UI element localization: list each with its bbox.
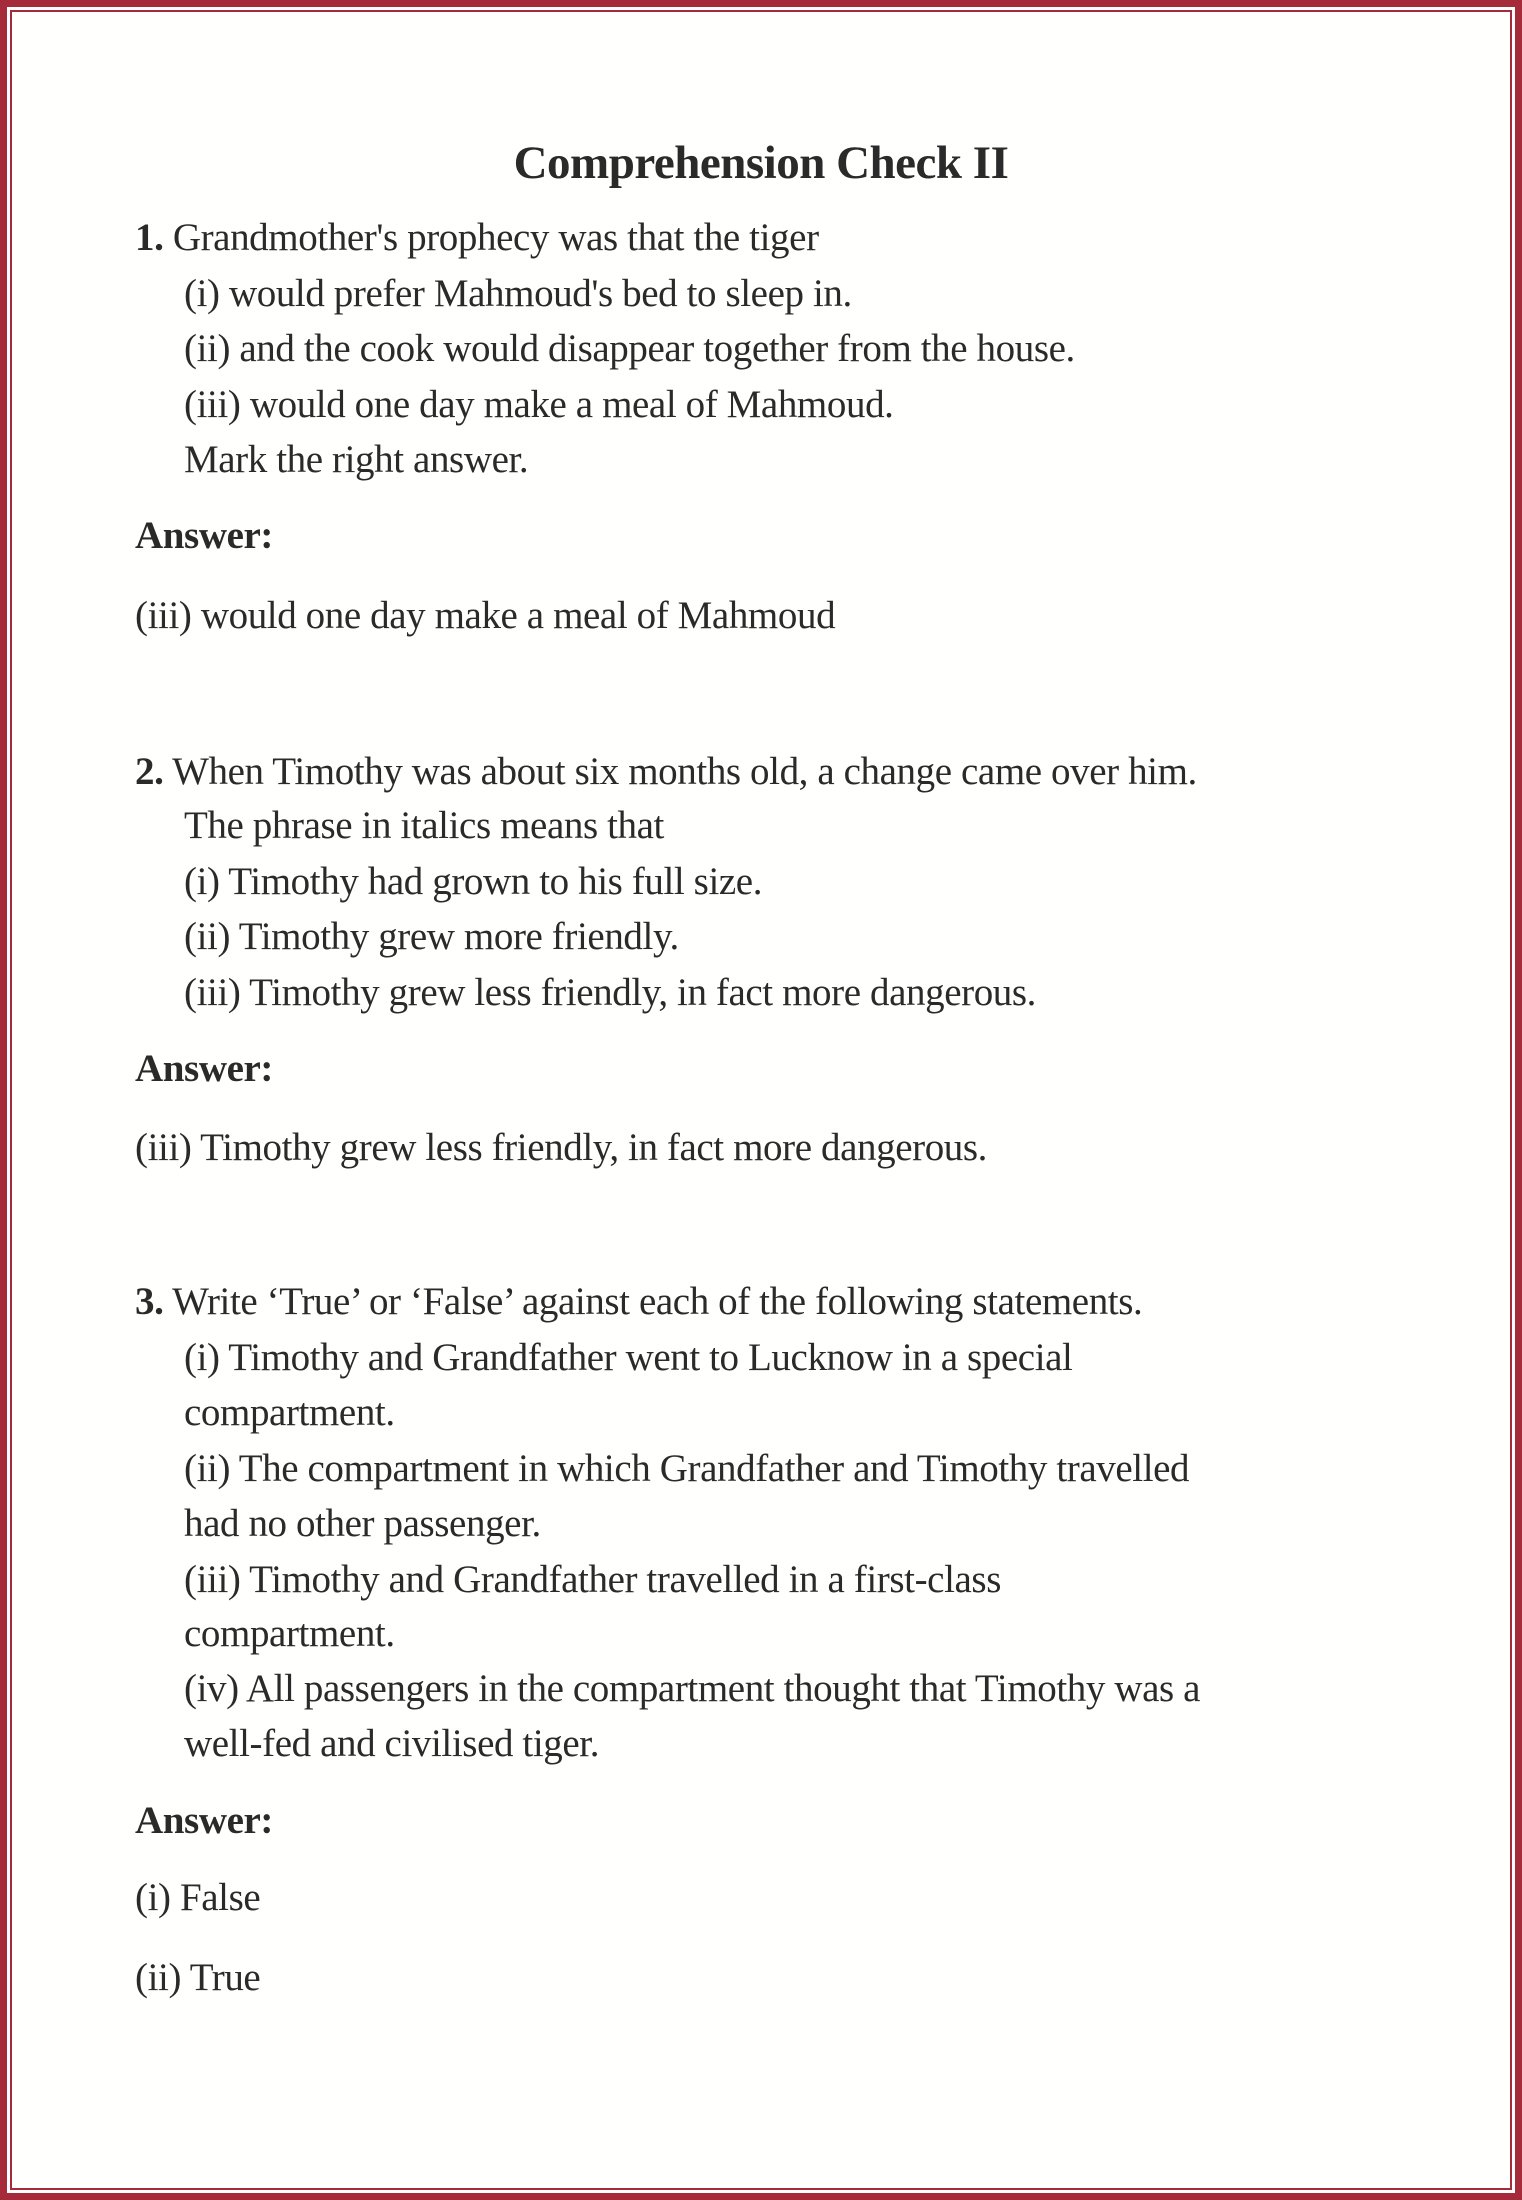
option: (ii) and the cook would disappear together from the house. xyxy=(184,327,1075,370)
answer-label: Answer: xyxy=(135,514,274,557)
statement: (ii) The compartment in which Grandfather and Timothy travelled xyxy=(184,1447,1190,1490)
statement: had no other passenger. xyxy=(184,1502,541,1545)
option: (iii) would one day make a meal of Mahmoud. xyxy=(184,383,894,426)
answer-label: Answer: xyxy=(135,1047,274,1090)
question-number: 1. xyxy=(135,216,164,259)
answer-label: Answer: xyxy=(135,1799,274,1842)
answer-text: (iii) would one day make a meal of Mahmoud xyxy=(135,594,836,637)
question-text: Grandmother's prophecy was that the tiger xyxy=(172,216,819,259)
statement: (i) Timothy and Grandfather went to Lucknow in a special xyxy=(184,1336,1073,1379)
option: (i) Timothy had grown to his full size. xyxy=(184,860,763,903)
answer-text: (i) False xyxy=(135,1876,261,1919)
question-text: When Timothy was about six months old, a change came over him. xyxy=(172,750,1197,793)
option: (iii) Timothy grew less friendly, in fact more dangerous. xyxy=(184,971,1037,1014)
answer-text: (ii) True xyxy=(135,1956,261,1999)
question-text: Write ‘True’ or ‘False’ against each of the following statements. xyxy=(172,1280,1143,1323)
page-title: Comprehension Check II xyxy=(513,137,1009,189)
option: (ii) Timothy grew more friendly. xyxy=(184,915,679,958)
answer-text: (iii) Timothy grew less friendly, in fact more dangerous. xyxy=(135,1126,988,1169)
statement: (iv) All passengers in the compartment thought that Timothy was a xyxy=(184,1667,1201,1710)
question-number: 2. xyxy=(135,750,164,793)
statement: compartment. xyxy=(184,1391,395,1434)
question-3 xyxy=(135,1280,1142,1324)
statement: compartment. xyxy=(184,1612,395,1655)
instruction: Mark the right answer. xyxy=(184,438,529,481)
option: (i) would prefer Mahmoud's bed to sleep in. xyxy=(184,272,852,315)
statement: (iii) Timothy and Grandfather travelled in a first-class xyxy=(184,1558,1001,1601)
question-1 xyxy=(135,216,819,260)
instruction: The phrase in italics means that xyxy=(184,804,664,847)
question-number: 3. xyxy=(135,1280,164,1323)
statement: well-fed and civilised tiger. xyxy=(184,1722,600,1765)
question-2 xyxy=(135,750,1197,794)
